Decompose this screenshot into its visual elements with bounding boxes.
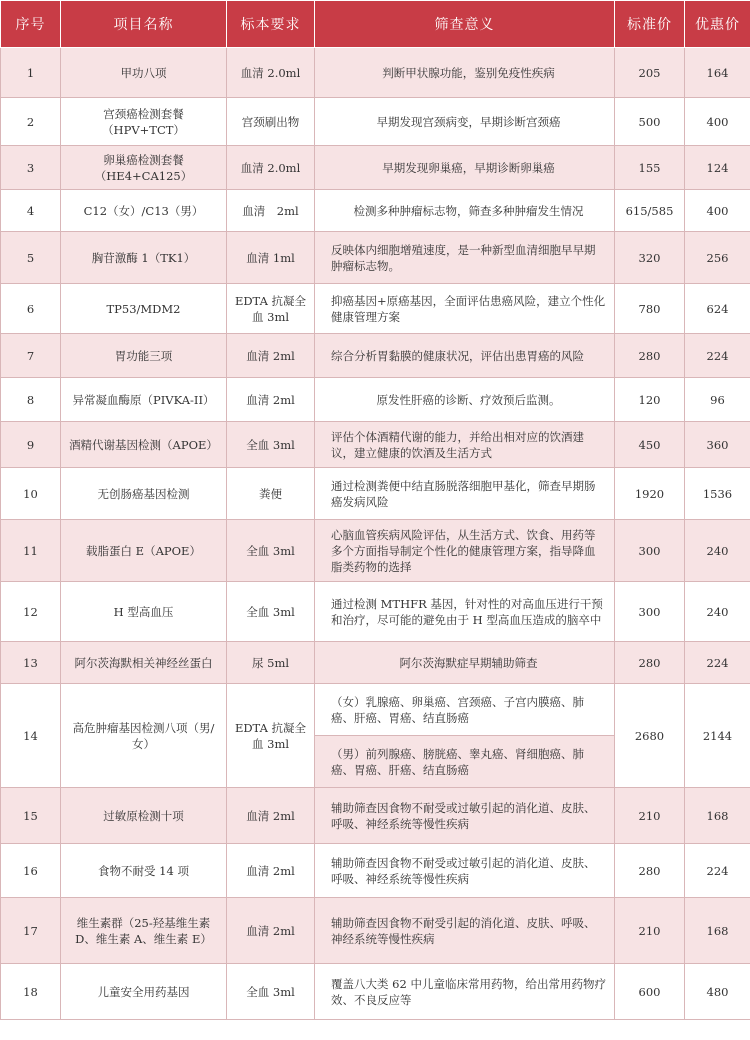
row-std-price: 205	[615, 48, 685, 98]
row-no: 10	[1, 468, 61, 520]
row-name: 载脂蛋白 E（APOE）	[61, 520, 227, 582]
row-sample: 全血 3ml	[227, 422, 315, 468]
row-no: 12	[1, 582, 61, 642]
row-sample: 粪便	[227, 468, 315, 520]
row-meaning: 检测多种肿瘤标志物，筛查多种肿瘤发生情况	[315, 190, 615, 232]
row-sample: 尿 5ml	[227, 642, 315, 684]
row-disc-price: 360	[685, 422, 750, 468]
row-no: 13	[1, 642, 61, 684]
row-disc-price: 256	[685, 232, 750, 284]
table-row	[1, 844, 750, 898]
row-sample: 血清 2ml	[227, 334, 315, 378]
row-std-price: 450	[615, 422, 685, 468]
row-meaning: 抑癌基因+原癌基因，全面评估患癌风险，建立个性化健康管理方案	[315, 284, 615, 334]
row-name: 酒精代谢基因检测（APOE）	[61, 422, 227, 468]
row-std-price: 280	[615, 642, 685, 684]
row-std-price: 120	[615, 378, 685, 422]
row-std-price: 2680	[615, 684, 685, 788]
row-no: 7	[1, 334, 61, 378]
row-meaning-female: （女）乳腺癌、卵巢癌、宫颈癌、子宫内膜癌、肺癌、肝癌、胃癌、结直肠癌	[315, 684, 615, 736]
row-meaning: 评估个体酒精代谢的能力，并给出相对应的饮酒建议，建立健康的饮酒及生活方式	[315, 422, 615, 468]
row-name: 胃功能三项	[61, 334, 227, 378]
row-no: 4	[1, 190, 61, 232]
row-no: 17	[1, 898, 61, 964]
row-sample: 血清 2ml	[227, 788, 315, 844]
table-row	[1, 98, 750, 146]
row-sample: 血清 2.0ml	[227, 146, 315, 190]
header-std-price: 标准价	[615, 1, 685, 48]
row-name: 高危肿瘤基因检测八项（男/女）	[61, 684, 227, 788]
row-sample: 血清 1ml	[227, 232, 315, 284]
row-name: 食物不耐受 14 项	[61, 844, 227, 898]
row-name: 胸苷激酶 1（TK1）	[61, 232, 227, 284]
row-meaning: 辅助筛查因食物不耐受引起的消化道、皮肤、呼吸、神经系统等慢性疾病	[315, 898, 615, 964]
row-no: 2	[1, 98, 61, 146]
header-no: 序号	[1, 1, 61, 48]
row-disc-price: 624	[685, 284, 750, 334]
row-name: 异常凝血酶原（PIVKA-II）	[61, 378, 227, 422]
row-std-price: 155	[615, 146, 685, 190]
row-meaning: 心脑血管疾病风险评估，从生活方式、饮食、用药等多个方面指导制定个性化的健康管理方案，指导降血脂类药物的选择	[315, 520, 615, 582]
table-row	[1, 190, 750, 232]
header-meaning: 筛查意义	[315, 1, 615, 48]
row-name: 阿尔茨海默相关神经丝蛋白	[61, 642, 227, 684]
row-name: C12（女）/C13（男）	[61, 190, 227, 232]
row-std-price: 280	[615, 844, 685, 898]
row-no: 5	[1, 232, 61, 284]
row-disc-price: 2144	[685, 684, 750, 788]
row-disc-price: 224	[685, 334, 750, 378]
row-sample: 全血 3ml	[227, 520, 315, 582]
row-std-price: 320	[615, 232, 685, 284]
table-row	[1, 788, 750, 844]
table-row	[1, 284, 750, 334]
row-sample: EDTA 抗凝全血 3ml	[227, 684, 315, 788]
table-row	[1, 334, 750, 378]
row-std-price: 300	[615, 520, 685, 582]
row-disc-price: 96	[685, 378, 750, 422]
table-row	[1, 684, 750, 736]
row-meaning: 通过检测 MTHFR 基因，针对性的对高血压进行干预和治疗，尽可能的避免由于 H 型高血压造成的脑卒中	[315, 582, 615, 642]
table-row	[1, 48, 750, 98]
row-meaning-male: （男）前列腺癌、膀胱癌、睾丸癌、肾细胞癌、肺癌、胃癌、肝癌、结直肠癌	[315, 736, 615, 788]
row-disc-price: 240	[685, 520, 750, 582]
row-std-price: 210	[615, 898, 685, 964]
row-std-price: 615/585	[615, 190, 685, 232]
table-row	[1, 468, 750, 520]
row-sample: 血清 2ml	[227, 844, 315, 898]
row-no: 1	[1, 48, 61, 98]
row-meaning: 早期发现宫颈病变，早期诊断宫颈癌	[315, 98, 615, 146]
row-sample: 全血 3ml	[227, 582, 315, 642]
row-meaning: 综合分析胃黏膜的健康状况，评估出患胃癌的风险	[315, 334, 615, 378]
row-no: 16	[1, 844, 61, 898]
row-std-price: 1920	[615, 468, 685, 520]
row-std-price: 600	[615, 964, 685, 1020]
row-std-price: 780	[615, 284, 685, 334]
row-disc-price: 240	[685, 582, 750, 642]
row-disc-price: 124	[685, 146, 750, 190]
row-no: 9	[1, 422, 61, 468]
row-name: 卵巢癌检测套餐（HE4+CA125）	[61, 146, 227, 190]
header-disc-price: 优惠价	[685, 1, 750, 48]
row-sample: EDTA 抗凝全血 3ml	[227, 284, 315, 334]
row-meaning: 辅助筛查因食物不耐受或过敏引起的消化道、皮肤、呼吸、神经系统等慢性疾病	[315, 844, 615, 898]
row-std-price: 300	[615, 582, 685, 642]
table-row	[1, 146, 750, 190]
row-no: 6	[1, 284, 61, 334]
row-disc-price: 1536	[685, 468, 750, 520]
row-std-price: 280	[615, 334, 685, 378]
row-sample: 宫颈刷出物	[227, 98, 315, 146]
table-row	[1, 378, 750, 422]
row-disc-price: 224	[685, 844, 750, 898]
table-row	[1, 964, 750, 1020]
row-name: 过敏原检测十项	[61, 788, 227, 844]
header-sample: 标本要求	[227, 1, 315, 48]
row-name: 宫颈癌检测套餐（HPV+TCT）	[61, 98, 227, 146]
row-sample: 血清 2.0ml	[227, 48, 315, 98]
row-sample: 血清 2ml	[227, 378, 315, 422]
row-name: 儿童安全用药基因	[61, 964, 227, 1020]
row-disc-price: 480	[685, 964, 750, 1020]
row-no: 18	[1, 964, 61, 1020]
row-name: 无创肠癌基因检测	[61, 468, 227, 520]
row-meaning: 反映体内细胞增殖速度，是一种新型血清细胞早早期肿瘤标志物。	[315, 232, 615, 284]
row-no: 15	[1, 788, 61, 844]
table-row	[1, 898, 750, 964]
row-meaning: 通过检测粪便中结直肠脱落细胞甲基化，筛查早期肠癌发病风险	[315, 468, 615, 520]
row-no: 3	[1, 146, 61, 190]
table-row	[1, 582, 750, 642]
row-meaning: 原发性肝癌的诊断、疗效预后监测。	[315, 378, 615, 422]
table-row	[1, 520, 750, 582]
table-row	[1, 232, 750, 284]
row-name: 甲功八项	[61, 48, 227, 98]
row-sample: 全血 3ml	[227, 964, 315, 1020]
row-std-price: 500	[615, 98, 685, 146]
table-header-row	[1, 1, 750, 48]
row-no: 8	[1, 378, 61, 422]
row-sample: 血清 2ml	[227, 190, 315, 232]
row-sample: 血清 2ml	[227, 898, 315, 964]
row-meaning: 早期发现卵巢癌，早期诊断卵巢癌	[315, 146, 615, 190]
row-disc-price: 400	[685, 190, 750, 232]
table-row	[1, 642, 750, 684]
header-name: 项目名称	[61, 1, 227, 48]
row-name: TP53/MDM2	[61, 284, 227, 334]
row-meaning: 辅助筛查因食物不耐受或过敏引起的消化道、皮肤、呼吸、神经系统等慢性疾病	[315, 788, 615, 844]
row-name: 维生素群（25-羟基维生素 D、维生素 A、维生素 E）	[61, 898, 227, 964]
row-disc-price: 224	[685, 642, 750, 684]
row-meaning: 阿尔茨海默症早期辅助筛查	[315, 642, 615, 684]
row-disc-price: 400	[685, 98, 750, 146]
row-disc-price: 164	[685, 48, 750, 98]
row-meaning: 覆盖八大类 62 中儿童临床常用药物，给出常用药物疗效、不良反应等	[315, 964, 615, 1020]
row-std-price: 210	[615, 788, 685, 844]
row-disc-price: 168	[685, 898, 750, 964]
row-no: 14	[1, 684, 61, 788]
row-no: 11	[1, 520, 61, 582]
table-row	[1, 422, 750, 468]
row-name: H 型高血压	[61, 582, 227, 642]
row-meaning: 判断甲状腺功能，鉴别免疫性疾病	[315, 48, 615, 98]
row-disc-price: 168	[685, 788, 750, 844]
